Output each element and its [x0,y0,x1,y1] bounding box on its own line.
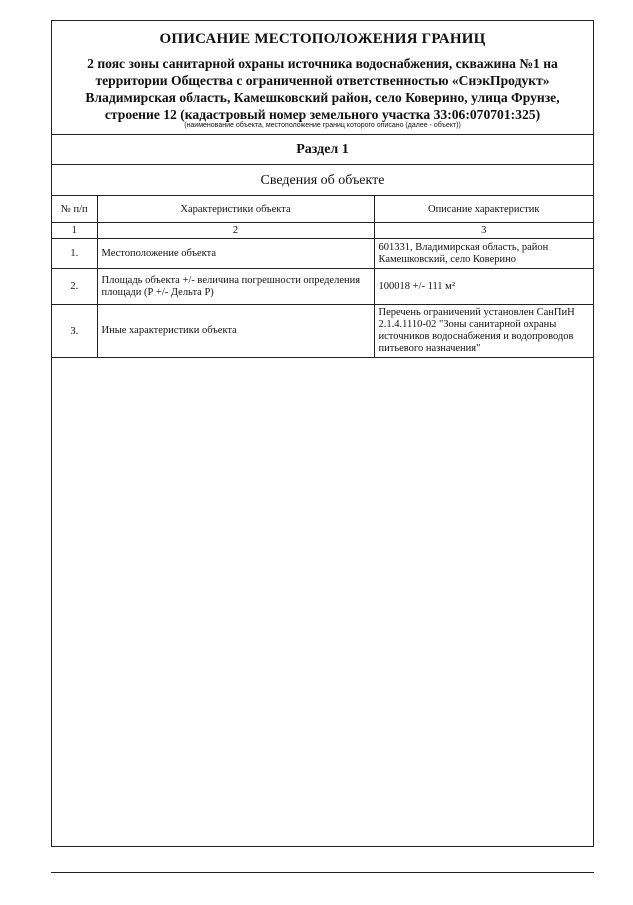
column-number: 2 [97,223,374,239]
row-number: 1. [52,239,97,269]
section-title: Раздел 1 [296,142,349,157]
column-number: 3 [374,223,593,239]
divider [52,134,593,135]
document-subtitle: 2 пояс зоны санитарной охраны источника водоснабжения, скважина №1 на территории Общества с ограниченной ответственностью «СнэкПродукт» Владимирская область, Камешковский район, село Коверино, улица Фрунзе, строение 12 (кадастровый номер земельного участка 33:06:070701:325) [85,56,560,122]
row-number: 3. [52,305,97,358]
object-info-table [52,195,593,358]
row-description: Перечень ограничений установлен СанПиН 2.1.4.1110-02 "Зоны санитарной охраны источников водоснабжения и водопроводов питьевого назначения" [374,305,593,358]
row-description: 100018 +/- 111 м² [374,269,593,305]
row-characteristic: Местоположение объекта [97,239,374,269]
document-header [52,21,593,135]
table-row [52,239,593,269]
header-characteristic: Характеристики объекта [97,196,374,223]
table-row [52,305,593,358]
row-description: 601331, Владимирская область, район Камешковский, село Коверино [374,239,593,269]
row-number: 2. [52,269,97,305]
divider [52,164,593,165]
table-title: Сведения об объекте [260,173,385,188]
column-number-row [52,223,593,239]
column-number: 1 [52,223,97,239]
footer-divider [51,872,594,873]
document-title: ОПИСАНИЕ МЕСТОПОЛОЖЕНИЯ ГРАНИЦ [159,31,486,47]
table-header-row [52,196,593,223]
table-row [52,269,593,305]
row-characteristic: Площадь объекта +/- величина погрешности определения площади (Р +/- Дельта Р) [97,269,374,305]
document-caption: (наименование объекта, местоположение границ которого описано (далее - объект)) [184,122,461,129]
document-frame [51,20,594,847]
row-characteristic: Иные характеристики объекта [97,305,374,358]
header-number: № п/п [52,196,97,223]
header-description: Описание характеристик [374,196,593,223]
